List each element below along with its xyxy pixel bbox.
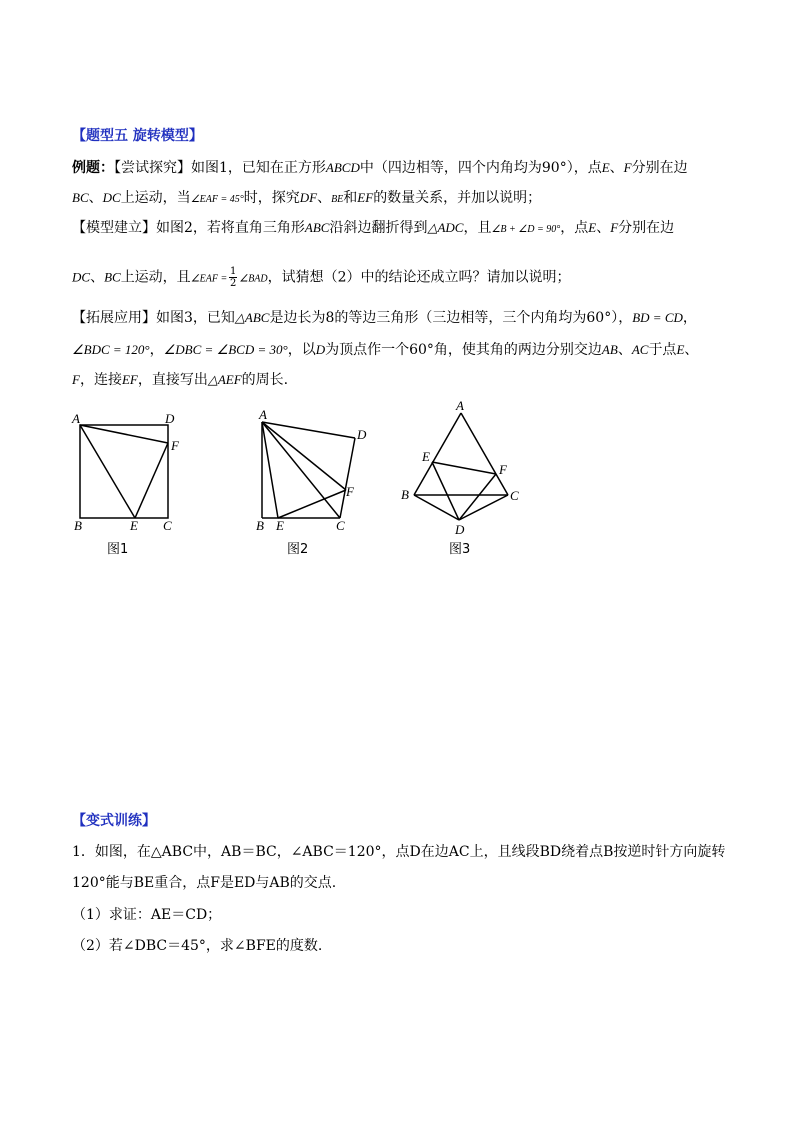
math: BE [331,194,344,205]
segment-de [432,462,459,520]
text: 分别在边 [618,220,675,236]
math: BC [104,269,121,285]
text: ， [682,310,697,326]
text: ， [149,342,164,358]
math: ∠EAF = 45° [190,194,244,205]
math: F [72,372,80,387]
text: 为顶点作一个60°角，使其角的两边分别交边 [325,342,602,358]
example-label: 例题： [72,160,114,176]
segment-ac [461,413,508,495]
segment-af [262,422,346,490]
text: ，且 [463,220,492,236]
fig1-label-b: B [74,518,82,533]
text: ，以 [287,342,316,358]
text: 【拓展应用】如图3，已知 [72,310,235,326]
example-line-7 [72,370,288,390]
math: E [601,160,610,175]
variant-question-line-1: 1．如图，在△ABC中，AB＝BC，∠ABC＝120°，点D在边AC上，且线段BD绕着点B按逆时针方向旋转 [72,844,726,860]
text: 、 [90,269,105,286]
variant-title: 【变式训练】 [72,813,156,829]
text: 沿斜边翻折得到 [329,220,428,236]
text: 【尝试探究】如图1，已知在正方形 [114,160,326,176]
fig3-label-d: D [455,522,465,537]
text: 、 [88,190,103,206]
example-line-1 [72,158,688,178]
text: 、 [596,220,611,236]
figure-2 [262,422,355,518]
text: 的数量关系，并加以说明； [373,190,542,206]
fig1-label-f: F [171,438,179,453]
fig2-label-c: C [336,518,345,533]
variant-part-1: （1）求证：AE＝CD； [72,907,222,923]
math: DF [299,190,318,205]
text: 上运动，当 [120,190,191,206]
fig2-label-f: F [346,484,354,499]
text: 、 [684,342,699,358]
example-line-4 [72,266,571,290]
math: ∠B + ∠D = 90° [491,224,561,235]
fig2-label-d: D [357,427,367,442]
math: BC [72,190,89,205]
fig2-label-e: E [276,518,284,533]
fig3-caption: 图3 [449,542,471,557]
text: 、 [617,342,632,358]
fig1-label-e: E [130,518,138,533]
math: BD = CD [632,310,683,325]
fig3-label-a: A [456,400,464,413]
math: ∠EAF = [190,273,228,285]
math: E [588,220,597,235]
figure-1 [80,425,168,518]
segment-ef [432,462,496,474]
math: DC [72,269,91,285]
variant-question-line-2: 120°能与BE重合，点F是ED与AB的交点. [72,875,337,891]
text: 、 [317,190,332,206]
text: ，试猜想（2）中的结论还成立吗？请加以说明； [267,269,571,286]
fig2-caption: 图2 [287,542,309,557]
math: F [623,160,632,175]
text: 上运动，且 [120,269,191,286]
segment-dc [340,438,355,518]
segment-ae [262,422,278,518]
fig3-label-e: E [422,449,430,464]
math: EF [357,190,374,205]
segment-ae [80,425,135,518]
math: ABC [304,220,330,235]
fig3-label-c: C [510,488,519,503]
math: △ADC [427,220,464,235]
math: ∠BDC = 120° [72,342,150,357]
segment-ef [135,443,168,518]
text: 、 [609,160,624,176]
segment-ac [262,422,340,518]
segment-cd [459,495,508,520]
text: 于点 [648,342,677,358]
figures-area [0,400,800,580]
fig2-label-b: B [256,518,264,533]
fig1-caption: 图1 [107,542,129,557]
fig1-label-c: C [163,518,172,533]
segment-af [80,425,168,443]
segment-ad [262,422,355,438]
text: 中（四边相等，四个内角均为90°），点 [359,160,602,176]
math: E [676,342,685,357]
fig3-label-f: F [499,462,507,477]
math: ABCD [325,160,360,175]
text: 【模型建立】如图2，若将直角三角形 [72,220,305,236]
text: 和 [343,190,358,206]
example-line-5 [72,308,697,328]
text: ，连接 [79,372,122,388]
text: 分别在边 [631,160,688,176]
fig1-label-d: D [165,411,175,426]
math: DC [102,190,121,205]
math: ∠DBC = ∠BCD = 30° [163,342,288,357]
example-line-3 [72,218,674,240]
text: 时，探究 [243,190,300,206]
math: AC [631,342,649,357]
fraction-one-half: $\frac{1}{2}$ [230,266,237,289]
section-title: 【题型五 旋转模型】 [72,128,203,144]
math: △AEF [207,372,242,387]
fig1-label-a: A [72,411,80,426]
text: ，点 [560,220,589,236]
math: ∠BAD [239,273,268,285]
text: 的周长. [241,372,289,388]
text: ，直接写出 [137,372,208,388]
figure-3 [414,413,508,520]
math: EF [121,372,138,387]
math: F [610,220,619,235]
math: D [315,342,326,357]
math: AB [601,342,618,357]
fig2-label-a: A [259,407,267,422]
math: △ABC [234,310,270,325]
segment-bd [414,495,459,520]
variant-part-2: （2）若∠DBC＝45°，求∠BFE的度数. [72,938,323,954]
text: 是边长为8的等边三角形（三边相等，三个内角均为60°）， [269,310,633,326]
example-line-2 [72,188,541,210]
example-line-6 [72,340,698,360]
segment-df [459,474,496,520]
fig3-label-b: B [401,487,409,502]
